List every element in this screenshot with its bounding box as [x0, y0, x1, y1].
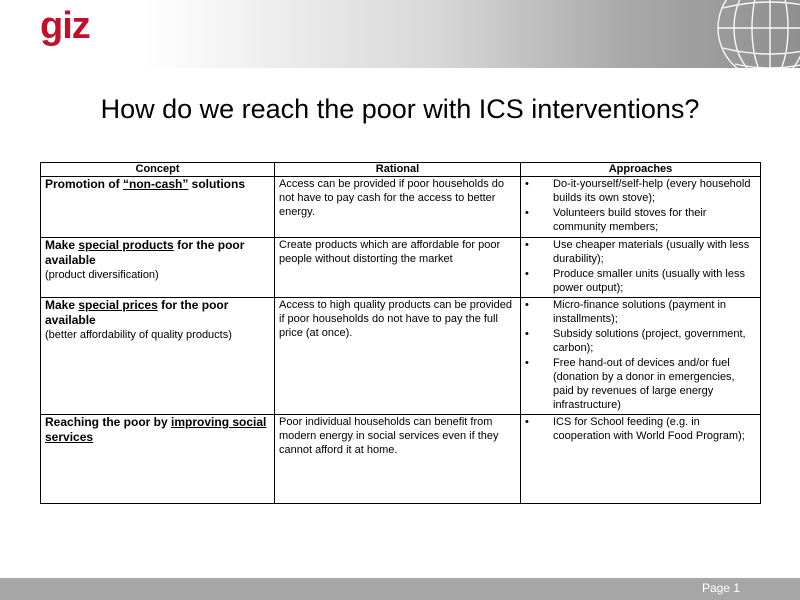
- header-approaches: Approaches: [521, 163, 761, 177]
- rational-cell: Create products which are affordable for poor people without distorting the market: [275, 238, 521, 298]
- list-item: • Produce smaller units (usually with less power output);: [525, 267, 756, 295]
- table-row: [41, 298, 761, 415]
- concept-text: Promotion of “non-cash” solutions: [45, 177, 246, 191]
- header-band: [0, 0, 800, 68]
- page-number: Page 1: [701, 581, 740, 595]
- approaches-cell: [521, 298, 761, 415]
- approaches-table: [40, 162, 761, 504]
- header-concept: Concept: [41, 163, 275, 177]
- list-item: • Use cheaper materials (usually with less durability);: [525, 238, 756, 266]
- globe-icon: [700, 0, 800, 68]
- concept-cell: [41, 298, 275, 415]
- table-row: [41, 177, 761, 238]
- rational-cell: Access can be provided if poor households do not have to pay cash for the access to better energy.: [275, 177, 521, 238]
- concept-text: Reaching the poor by improving social services: [45, 415, 267, 444]
- rational-cell: Poor individual households can benefit from modern energy in social services even if they cannot afford it at home.: [275, 415, 521, 504]
- concept-cell: [41, 238, 275, 298]
- list-item: • Micro-finance solutions (payment in installments);: [525, 298, 756, 326]
- concept-text: Make special products for the poor available: [45, 238, 245, 267]
- table-row: [41, 415, 761, 504]
- concept-subtext: (product diversification): [45, 269, 159, 281]
- giz-logo: giz: [40, 5, 90, 47]
- list-item: • Do-it-yourself/self-help (every household builds its own stove);: [525, 177, 756, 205]
- concept-cell: [41, 415, 275, 504]
- approaches-cell: [521, 415, 761, 504]
- header-rational: Rational: [275, 163, 521, 177]
- approaches-cell: [521, 238, 761, 298]
- concept-cell: [41, 177, 275, 238]
- rational-cell: Access to high quality products can be provided if poor households do not have to pay the full price (at once).: [275, 298, 521, 415]
- approaches-cell: [521, 177, 761, 238]
- list-item: • Free hand-out of devices and/or fuel (donation by a donor in emergencies, paid by revenues of large energy infrastructure): [525, 356, 756, 412]
- concept-subtext: (better affordability of quality products): [45, 329, 232, 341]
- slide-title: How do we reach the poor with ICS interventions?: [100, 94, 700, 124]
- list-item: • Volunteers build stoves for their community members;: [525, 206, 756, 234]
- list-item: • ICS for School feeding (e.g. in cooperation with World Food Program);: [525, 415, 756, 443]
- footer-bar: [0, 578, 800, 600]
- table-row: [41, 238, 761, 298]
- table-header-row: [41, 163, 761, 177]
- list-item: • Subsidy solutions (project, government, carbon);: [525, 327, 756, 355]
- concept-text: Make special prices for the poor available: [45, 298, 229, 327]
